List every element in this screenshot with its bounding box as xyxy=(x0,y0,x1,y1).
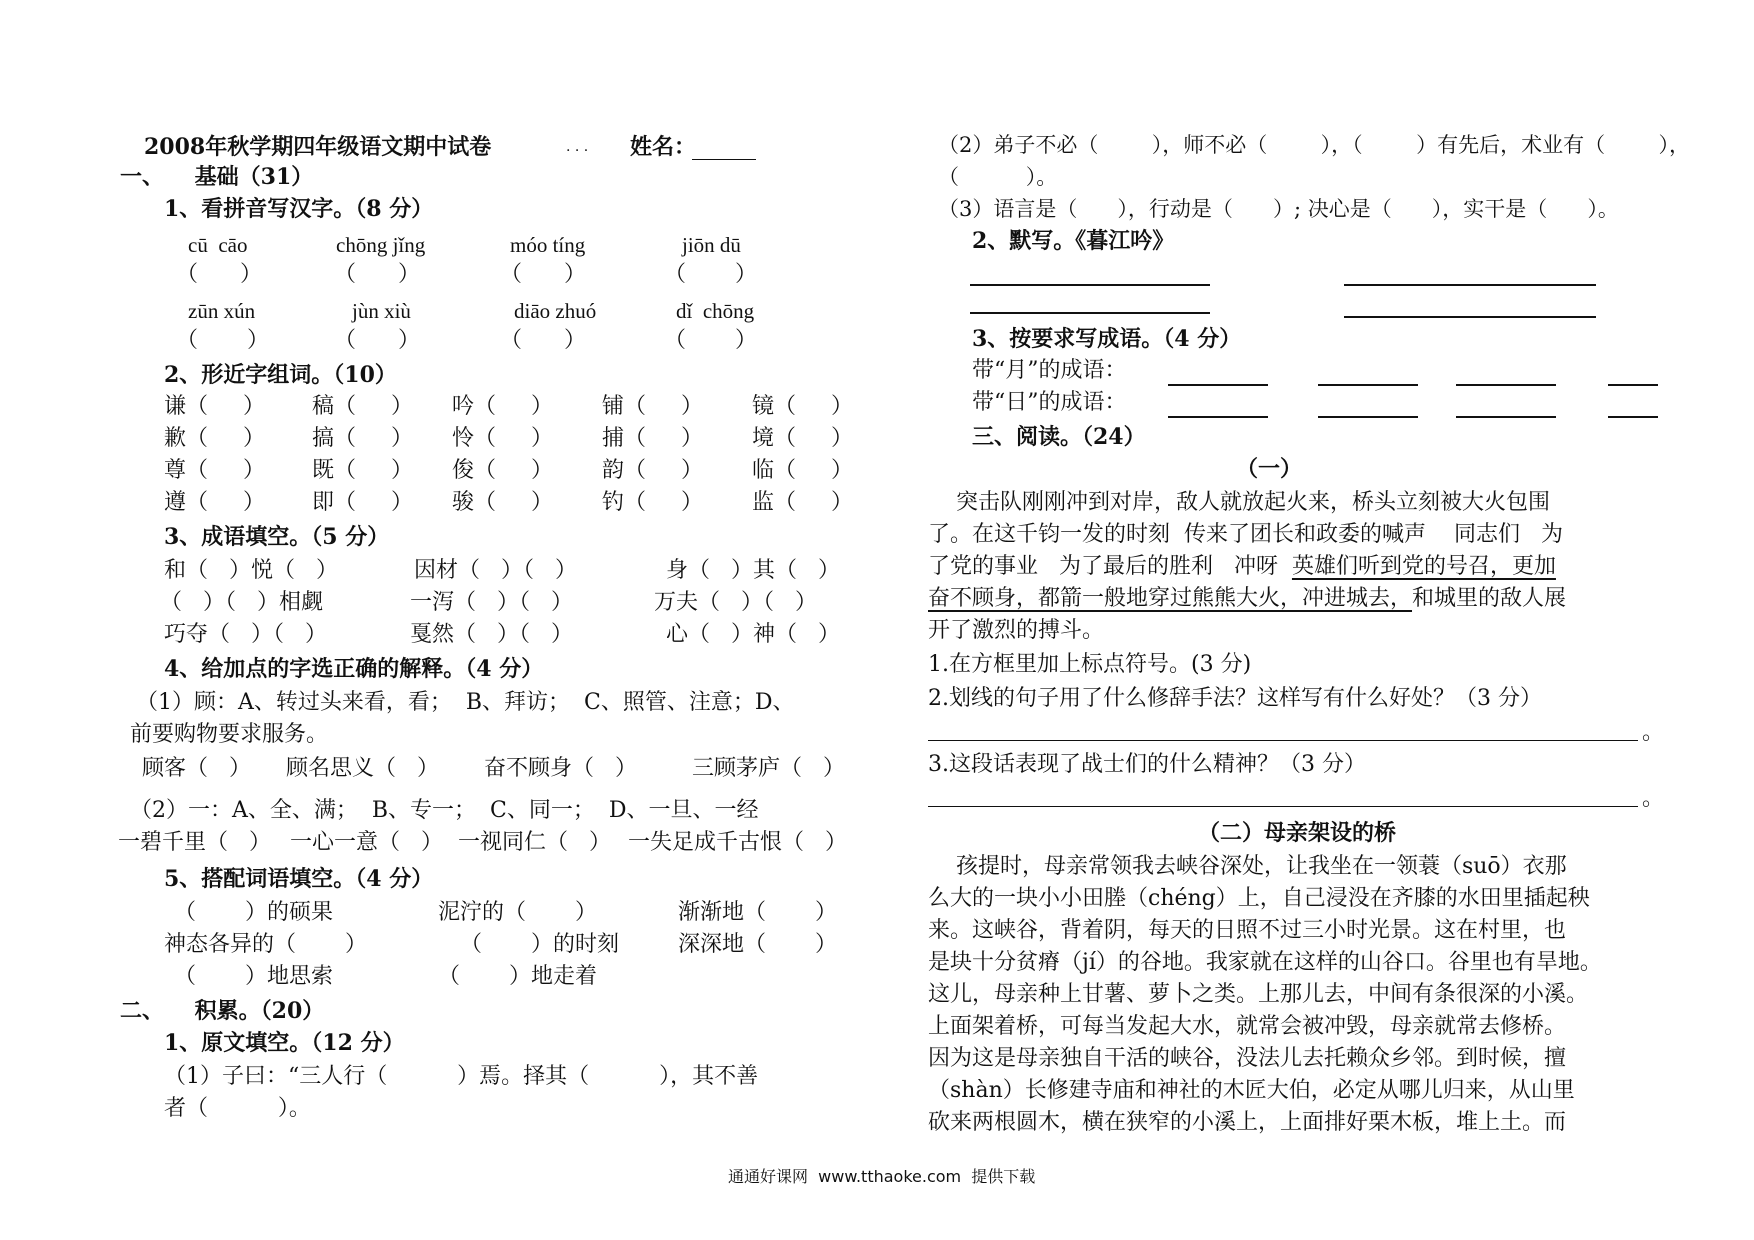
r-fill-line[interactable]: （2）弟子不必（ ），师不必（ ），（ ）有先后，术业有（ ）， xyxy=(938,133,1690,157)
q4-1-definition: （1）顾：A、转过头来看，看； B、拜访； C、照管、注意；D、 xyxy=(136,690,795,715)
q6-heading: 1、原文填空。（12 分） xyxy=(164,1030,405,1056)
answer-blank[interactable]: （ ） xyxy=(176,328,269,353)
answer-blank[interactable]: （ ） xyxy=(664,262,757,287)
word-item[interactable]: 既（ ） xyxy=(312,458,413,483)
passage-2-line: 孩提时，母亲常领我去峡谷深处，让我坐在一领蓑（suō）衣那 xyxy=(928,854,1567,879)
pair-item[interactable]: 深深地（ ） xyxy=(678,932,837,957)
word-item[interactable]: 铺（ ） xyxy=(602,394,703,419)
passage-1-line: 了。在这千钧一发的时刻 传来了团长和政委的喊声 同志们 为 xyxy=(928,522,1563,547)
word-item[interactable]: 搞（ ） xyxy=(312,426,413,451)
idiom-sun-label: 带“日”的成语： xyxy=(972,390,1127,415)
idiom-blank[interactable] xyxy=(1168,384,1268,386)
dictation-line[interactable] xyxy=(1344,284,1596,286)
underlined-sentence: 英雄们听到党的号召，更加 xyxy=(1291,554,1556,579)
pair-item[interactable]: （ ）的硕果 xyxy=(174,900,333,925)
pair-item[interactable]: （ ）地走着 xyxy=(438,964,597,989)
answer-blank[interactable]: （ ） xyxy=(334,328,420,353)
pair-item[interactable]: 神态各异的（ ） xyxy=(164,932,367,957)
idiom-item[interactable]: 心（ ）神（ ） xyxy=(666,622,840,647)
underlined-sentence: 奋不顾身，都箭一般地穿过熊熊大火，冲进城去， xyxy=(928,586,1413,611)
word-item[interactable]: 镜（ ） xyxy=(752,394,853,419)
idiom-item[interactable]: 身（ ）其（ ） xyxy=(666,558,840,583)
word-item[interactable]: 歉（ ） xyxy=(164,426,265,451)
q4-choice[interactable]: 一失足成千古恨（ ） xyxy=(628,830,847,855)
q4-1-definition-cont: 前要购物要求服务。 xyxy=(130,722,329,747)
idiom-blank[interactable] xyxy=(1456,384,1556,386)
answer-line[interactable] xyxy=(928,740,1638,741)
passage-1-line: 开了激烈的搏斗。 xyxy=(928,618,1105,643)
answer-blank[interactable]: （ ） xyxy=(176,262,262,287)
word-item[interactable]: 骏（ ） xyxy=(452,490,553,515)
pinyin: chōng jǐng xyxy=(336,233,426,257)
answer-line[interactable] xyxy=(928,806,1638,807)
section-3-heading: 三、阅读。（24） xyxy=(972,424,1146,450)
q1-heading: 1、看拼音写汉字。（8 分） xyxy=(164,196,434,222)
passage-1-text: 和城里的敌人展 xyxy=(1412,586,1567,611)
word-item[interactable]: 境（ ） xyxy=(752,426,853,451)
dictation-line[interactable] xyxy=(970,284,1210,286)
q6-1-line[interactable]: （1）子曰：“三人行（ ）焉。择其（ ），其不善 xyxy=(164,1064,759,1089)
passage-1-text: 了党的事业 为了最后的胜利 冲呀 xyxy=(928,554,1292,579)
idiom-moon-label: 带“月”的成语： xyxy=(972,358,1127,383)
q5-heading: 5、搭配词语填空。（4 分） xyxy=(164,866,434,892)
word-item[interactable]: 监（ ） xyxy=(752,490,853,515)
pair-item[interactable]: 渐渐地（ ） xyxy=(678,900,837,925)
passage-1-line xyxy=(928,552,1556,582)
passage-2-line: （shàn）长修建寺庙和神社的木匠大伯，必定从哪儿归来，从山里 xyxy=(928,1078,1575,1103)
pinyin: zūn xún xyxy=(188,299,256,323)
idiom-blank[interactable] xyxy=(1318,384,1418,386)
passage-2-line: 么大的一块小小田塍（chéng）上，自己浸没在齐膝的水田里插起秧 xyxy=(928,886,1590,911)
q4-choice[interactable]: 三顾茅庐（ ） xyxy=(692,756,845,781)
passage-1-line xyxy=(928,584,1566,614)
answer-blank[interactable]: （ ） xyxy=(500,328,586,353)
idiom-blank[interactable] xyxy=(1608,384,1658,386)
q6-1-line-cont[interactable]: 者（ ）。 xyxy=(164,1096,311,1121)
answer-line-period: 。 xyxy=(1642,720,1665,745)
word-item[interactable]: 稿（ ） xyxy=(312,394,413,419)
q4-choice[interactable]: 顾客（ ） xyxy=(142,756,251,781)
name-blank-line[interactable] xyxy=(692,159,756,160)
word-item[interactable]: 钓（ ） xyxy=(602,490,703,515)
word-item[interactable]: 韵（ ） xyxy=(602,458,703,483)
answer-blank[interactable]: （ ） xyxy=(500,262,586,287)
r-fill-line[interactable]: （ ）。 xyxy=(938,165,1058,189)
passage-2-line: 砍来两根圆木，横在狭窄的小溪上，上面排好栗木板，堆上土。而 xyxy=(928,1110,1567,1135)
idiom-blank[interactable] xyxy=(1608,416,1658,418)
dictation-line[interactable] xyxy=(970,312,1210,314)
q4-choice[interactable]: 顾名思义（ ） xyxy=(286,756,439,781)
dictation-line[interactable] xyxy=(1344,316,1596,318)
word-item[interactable]: 吟（ ） xyxy=(452,394,553,419)
passage-2-line: 是块十分贫瘠（jí）的谷地。我家就在这样的山谷口。谷里也有旱地。 xyxy=(928,950,1602,975)
section-1-heading: 一、 基础（31） xyxy=(120,164,314,190)
idiom-item[interactable]: （ ）（ ）相觑 xyxy=(160,590,323,615)
pinyin: jiōn dū xyxy=(682,233,741,257)
pair-item[interactable]: （ ）的时刻 xyxy=(460,932,619,957)
q3-heading: 3、成语填空。（5 分） xyxy=(164,524,390,550)
q4-choice[interactable]: 奋不顾身（ ） xyxy=(484,756,637,781)
answer-blank[interactable]: （ ） xyxy=(334,262,420,287)
idiom-item[interactable]: 巧夺（ ）（ ） xyxy=(164,622,327,647)
passage-1-line: 突击队刚刚冲到对岸，敌人就放起火来，桥头立刻被大火包围 xyxy=(928,490,1550,515)
pair-item[interactable]: 泥泞的（ ） xyxy=(438,900,597,925)
q2-heading: 2、形近字组词。（10） xyxy=(164,362,397,388)
exam-title: 2008年秋学期四年级语文期中试卷 xyxy=(144,134,492,160)
pinyin: jùn xiù xyxy=(352,299,411,323)
pair-item[interactable]: （ ）地思索 xyxy=(174,964,333,989)
word-item[interactable]: 临（ ） xyxy=(752,458,853,483)
r-fill-line[interactable]: （3）语言是（ ），行动是（ ）; 决心是（ ），实干是（ ）。 xyxy=(938,197,1619,221)
idiom-item[interactable]: 一泻（ ）（ ） xyxy=(410,590,573,615)
word-item[interactable]: 捕（ ） xyxy=(602,426,703,451)
section-2-heading: 二、 积累。（20） xyxy=(120,998,325,1024)
name-label: 姓名： xyxy=(630,134,697,160)
idiom-item[interactable]: 因材（ ）（ ） xyxy=(414,558,577,583)
idiom-write-heading: 3、按要求写成语。（4 分） xyxy=(972,326,1242,352)
q4-choice[interactable]: 一心一意（ ） xyxy=(290,830,443,855)
answer-blank[interactable]: （ ） xyxy=(664,328,757,353)
dictation-heading: 2、默写。《暮江吟》 xyxy=(972,228,1175,254)
pinyin: diāo zhuó xyxy=(514,299,597,323)
pinyin: móo tíng xyxy=(510,233,586,257)
footer-source: 通通好课网 www.tthaoke.com 提供下载 xyxy=(728,1167,1036,1186)
passage-2-line: 上面架着桥，可每当发起大水，就常会被冲毁，母亲就常去修桥。 xyxy=(928,1014,1567,1039)
word-item[interactable]: 遵（ ） xyxy=(164,490,265,515)
pinyin: cū cāo xyxy=(188,233,248,257)
idiom-item[interactable]: 戛然（ ）（ ） xyxy=(410,622,573,647)
title-dots: . . . xyxy=(566,139,589,155)
passage-1-question: 2.划线的句子用了什么修辞手法？这样写有什么好处？（3 分） xyxy=(928,686,1542,711)
q4-choice[interactable]: 一视同仁（ ） xyxy=(458,830,611,855)
idiom-blank[interactable] xyxy=(1456,416,1556,418)
q4-2-definition: （2）一：A、全、满； B、专一； C、同一； D、一旦、一经 xyxy=(130,798,759,823)
passage-2-line: 这儿，母亲种上甘薯、萝卜之类。上那儿去，中间有条很深的小溪。 xyxy=(928,982,1589,1007)
idiom-item[interactable]: 万夫（ ）（ ） xyxy=(654,590,817,615)
idiom-blank[interactable] xyxy=(1168,416,1268,418)
q4-choice[interactable]: 一碧千里（ ） xyxy=(118,830,271,855)
q4-heading: 4、给加点的字选正确的解释。（4 分） xyxy=(164,656,544,682)
passage-1-title: （一） xyxy=(1236,456,1303,482)
idiom-item[interactable]: 和（ ）悦（ ） xyxy=(164,558,338,583)
word-item[interactable]: 尊（ ） xyxy=(164,458,265,483)
word-item[interactable]: 怜（ ） xyxy=(452,426,553,451)
idiom-blank[interactable] xyxy=(1318,416,1418,418)
word-item[interactable]: 即（ ） xyxy=(312,490,413,515)
passage-2-line: 来。这峡谷，背着阴，每天的日照不过三小时光景。这在村里，也 xyxy=(928,918,1567,943)
word-item[interactable]: 俊（ ） xyxy=(452,458,553,483)
passage-2-line: 因为这是母亲独自干活的峡谷，没法儿去托赖众乡邻。到时候，擅 xyxy=(928,1046,1567,1071)
passage-1-question: 3.这段话表现了战士们的什么精神？（3 分） xyxy=(928,752,1366,777)
answer-line-period: 。 xyxy=(1642,786,1665,811)
passage-1-question: 1.在方框里加上标点符号。(3 分) xyxy=(928,652,1252,677)
word-item[interactable]: 谦（ ） xyxy=(164,394,265,419)
pinyin: dǐ chōng xyxy=(676,299,755,323)
passage-2-title: （二）母亲架设的桥 xyxy=(1198,820,1397,846)
